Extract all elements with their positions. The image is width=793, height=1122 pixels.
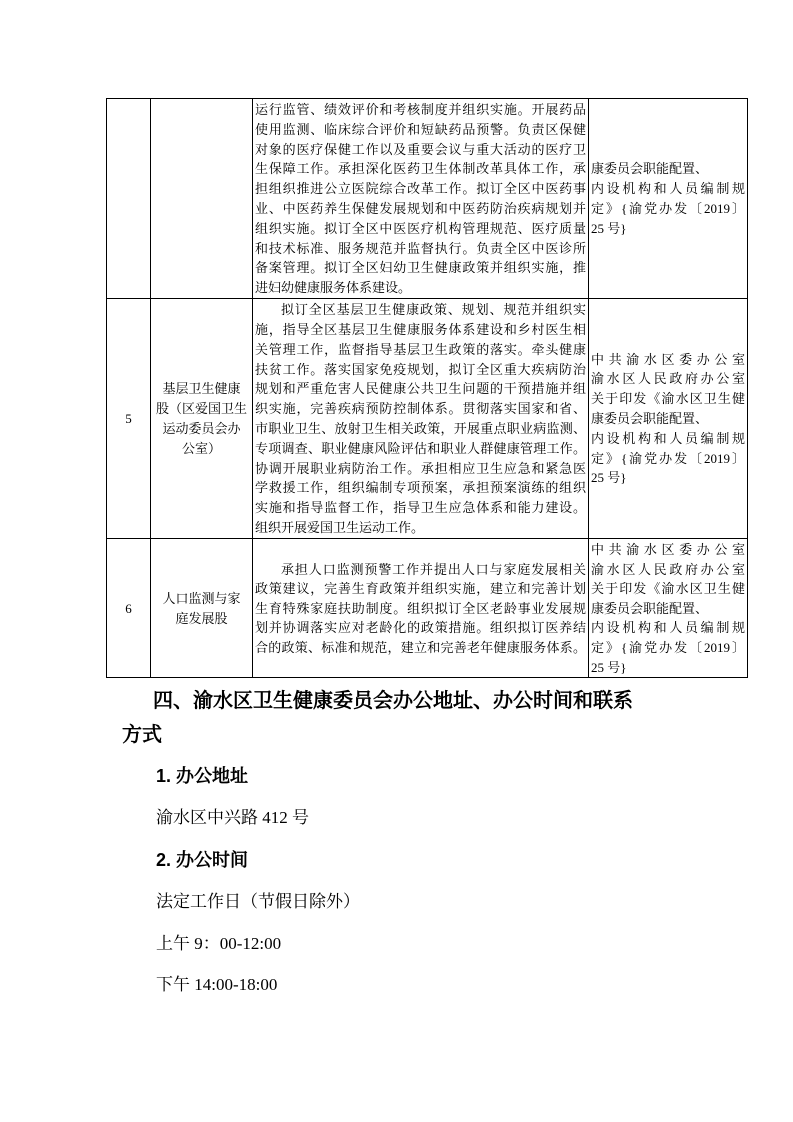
text-line: 关管理工作，监督指导基层卫生政策的落实。牵头健康 [255,341,586,357]
text-line: 专项调查、职业健康风险评估和职业人群健康管理工作。 [255,440,586,456]
text-line: 拟订全区基层卫生健康政策、规划、规范并组织实 [281,302,586,318]
department-name-cell [151,99,253,299]
text-line: 25 号} [591,659,627,675]
department-name-line: 运动委员会办 [162,420,241,436]
text-line: 业、中医药养生保健发展规划和中医药防治疾病规划并 [255,200,586,216]
text-line: 学救援工作，组织编制专项预案，承担预案演练的组织 [255,480,586,496]
department-name-line: 庭发展股 [175,610,228,626]
department-name-line: 股（区爱国卫生 [155,401,247,417]
text-line: 扶贫工作。落实国家免疫规划，拟订全区重大疾病防治 [255,361,586,377]
text-line: 中共渝水区委办公室 [591,351,745,367]
text-line: 康委员会职能配置、 [591,600,709,616]
text-line: 内设机构和人员编制规 [591,620,745,636]
text-line: 划并协调落实应对老龄化的政策措施。组织拟订医养结 [255,620,586,636]
basis-cell [589,538,748,677]
text-line: 康委员会职能配置、 [591,161,709,177]
table-row-5 [107,298,748,538]
text-line: 运行监管、绩效评价和考核制度并组织实施。开展药品 [255,102,586,117]
section-heading-line2: 方式 [122,724,162,746]
text-line: 备案管理。拟订全区妇幼卫生健康政策并组织实施，推 [255,260,586,276]
section-heading-line1: 四、渝水区卫生健康委员会办公地址、办公时间和联系 [153,690,633,712]
text-line: 定》{渝党办发〔2019〕 [591,200,745,216]
text-line: 生保障工作。承担深化医药卫生体制改革具体工作，承 [255,161,586,177]
text-line: 政策建议，完善生育政策并组织实施，建立和完善计划 [255,581,586,597]
text-line: 组织开展爱国卫生运动工作。 [255,519,425,535]
workdays-note: 法定工作日（节假日除外） [156,892,360,911]
text-line: 合的政策、标准和规范，建立和完善老年健康服务体系。 [255,639,586,655]
text-line: 定》{渝党办发〔2019〕 [591,450,745,466]
duties-cell [253,99,589,299]
text-line: 组织实施。拟订全区中医医疗机构管理规范、医疗质量 [255,220,586,236]
department-name-line: 人口监测与家 [162,590,241,606]
text-line: 市职业卫生、放射卫生相关政策，开展重点职业病监测、 [255,420,586,436]
text-line: 25 号} [591,470,627,486]
basis-cell [589,298,748,538]
department-name-cell [151,538,253,677]
text-line: 25 号} [591,220,627,236]
text-line: 实施和指导监督工作，指导卫生应急体系和能力建设。 [255,500,586,516]
department-name-cell [151,298,253,538]
text-line: 进妇幼健康服务体系建设。 [255,280,412,296]
table-row-6 [107,538,748,677]
text-line: 定》{渝党办发〔2019〕 [591,639,745,655]
duties-cell [253,298,589,538]
text-line: 施，指导全区基层卫生健康服务体系建设和乡村医生相 [255,321,586,337]
duties-cell [253,538,589,677]
row-number-cell: 6 [107,538,151,677]
basis-cell [589,99,748,299]
text-line: 渝水区人民政府办公室 [591,371,745,387]
text-line: 规划和严重危害人民健康公共卫生问题的干预措施并组 [255,381,586,397]
text-line: 内设机构和人员编制规 [591,181,745,197]
row-number-cell [107,99,151,299]
morning-hours: 上午 9：00-12:00 [156,934,282,953]
text-line: 协调开展职业病防治工作。承担相应卫生应急和紧急医 [255,460,586,476]
office-hours-title: 2. 办公时间 [156,850,249,870]
text-line: 和技术标准、服务规范并监督执行。负责全区中医诊所 [255,240,586,256]
text-line: 承担人口监测预警工作并提出人口与家庭发展相关 [281,561,586,577]
table-row-continued [107,99,748,299]
department-duties-table [106,98,748,678]
text-line: 内设机构和人员编制规 [591,430,745,446]
text-line: 中共渝水区委办公室 [591,541,745,557]
text-line: 对象的医疗保健工作以及重要会议与重大活动的医疗卫 [255,141,586,157]
text-line: 关于印发《渝水区卫生健 [591,581,745,597]
office-address-title: 1. 办公地址 [156,766,249,786]
department-name-line: 基层卫生健康 [162,381,241,397]
afternoon-hours: 下午 14:00-18:00 [156,975,278,994]
text-line: 担组织推进公立医院综合改革工作。拟订全区中医药事 [255,181,586,197]
text-line: 渝水区人民政府办公室 [591,561,745,577]
department-name-line: 公室） [181,440,221,456]
text-line: 织实施，完善疾病预防控制体系。贯彻落实国家和省、 [255,401,586,417]
text-line: 生育特殊家庭扶助制度。组织拟订全区老龄事业发展规 [255,600,586,616]
office-address-value: 渝水区中兴路 412 号 [156,808,309,827]
text-line: 康委员会职能配置、 [591,411,709,427]
row-number-cell: 5 [107,298,151,538]
text-line: 使用监测、临床综合评价和短缺药品预警。负责区保健 [255,121,586,137]
text-line: 关于印发《渝水区卫生健 [591,391,745,407]
